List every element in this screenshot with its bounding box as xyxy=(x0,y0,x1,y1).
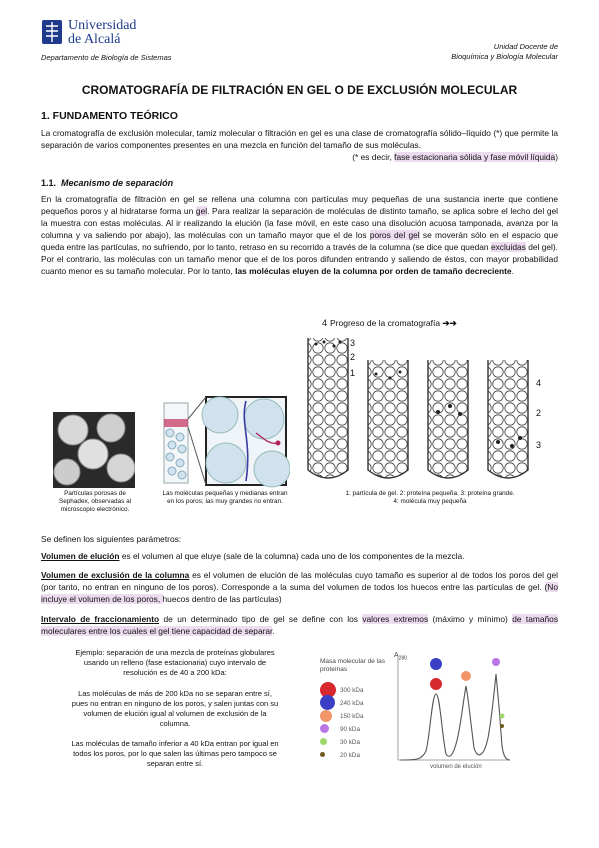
legend-dot xyxy=(320,710,332,722)
legend-item xyxy=(320,749,363,762)
chart-legend xyxy=(320,684,363,762)
section-1-text: La cromatografía de exclusión molecular, tamiz molecular o filtración en gel es una clase de cromatografía sólido–líquido (*) que permite la separación de varios componentes presentes en una mezcla en función del tamaño de sus moléculas. xyxy=(41,128,558,150)
example-small-molecules: Las moléculas de tamaño inferior a 40 kDa entran por igual en todos los poros, por lo que salen las últimas pero tampoco se separan entre sí. xyxy=(71,739,279,768)
term-exclusion-volume: Volumen de exclusión de la columna xyxy=(41,570,190,580)
term-fractionation-range: Intervalo de fraccionamiento xyxy=(41,614,160,624)
chart-x-label: volumen de elución xyxy=(430,764,482,770)
progress-text: Progreso de la cromatografía xyxy=(330,318,441,328)
def-exclusion-volume: es el volumen de elución de las moléculas cuyo tamaño es superior al de todos los poros del gel (por tanto, no entran en ninguno de los poros). Corresponde a la suma del volumen de todos los huecos entre las partículas de gel. xyxy=(41,570,558,592)
progress-arrows: ➔➔ xyxy=(442,318,457,328)
section-1-1-heading xyxy=(41,178,173,188)
exclusion-note-end: huecos dentro de las partículas) xyxy=(162,594,282,604)
progress-label xyxy=(330,318,457,329)
caption-columns-line-2: 4: molécula muy pequeña xyxy=(393,498,467,505)
param-exclusion-volume xyxy=(41,569,558,605)
example-large-molecules: Las moléculas de más de 200 kDa no se separan entre sí, pues no entran en ninguno de los poros, y salen juntas con su volumen de elución igual al volumen de exclusión de la columna. xyxy=(71,689,279,728)
section-1-1-title: Mecanismo de separación xyxy=(61,178,174,188)
text-5: . xyxy=(511,266,514,276)
text-1: En la cromatografía de filtración en gel se rellena una columna con partículas muy pequeñas de una sustancia inerte que contiene pequeños poros y al hidratarse forma un xyxy=(41,194,558,216)
legend-label: 300 kDa xyxy=(340,687,364,694)
peak-marker xyxy=(430,658,442,670)
highlight-extreme-values: valores extremos xyxy=(362,614,429,624)
y-label-sub: 280 xyxy=(398,655,408,662)
legend-item xyxy=(320,697,363,710)
peak-marker xyxy=(500,724,504,728)
label-3-left: 3 xyxy=(350,338,356,348)
section-1-1-paragraph xyxy=(41,193,558,277)
teaching-unit xyxy=(451,42,558,62)
legend-item xyxy=(320,710,363,723)
university-crest-icon xyxy=(41,18,63,46)
legend-label: 30 kDa xyxy=(340,739,360,746)
chart-legend-title: Masa molecular de las proteínas xyxy=(320,658,386,673)
label-4-top: 4 xyxy=(322,318,328,328)
caption-column: Las moléculas pequeñas y medianas entran en los poros; las muy grandes no entran. xyxy=(162,490,288,505)
section-1-heading: 1. FUNDAMENTO TEÓRICO xyxy=(41,110,178,122)
chromatogram-plot xyxy=(396,656,512,772)
chromatogram-trace xyxy=(400,674,510,760)
legend-item xyxy=(320,736,363,749)
caption-columns-line-1: 1: partícula de gel. 2: proteína pequeña. 3: proteína grande. xyxy=(345,490,515,497)
highlight-pores: poros del gel xyxy=(369,230,420,240)
peak-marker xyxy=(461,671,471,681)
text-4: del gel). Por el contrario, las moléculas con un tamaño menor que el de los poros difunden entrando y saliendo de éstos, con mayor probabilidad cuanto menor es su tamaño molecular. Por lo tanto, xyxy=(41,242,558,276)
section-1-note xyxy=(352,151,558,163)
legend-label: 90 kDa xyxy=(340,726,360,733)
legend-dot xyxy=(320,724,329,733)
def-fractionation-2: (máximo y mínimo) xyxy=(428,614,513,624)
highlight-gel: gel xyxy=(195,206,208,216)
y-label-a: A xyxy=(394,652,399,659)
section-1-1-number: 1.1. xyxy=(41,178,57,188)
legend-label: 150 kDa xyxy=(340,713,364,720)
legend-dot xyxy=(320,752,325,757)
chromatography-columns-diagram xyxy=(300,330,540,490)
caption-sephadex: Partículas porosas de Sephadex, observadas al microscopio electrónico. xyxy=(58,490,132,513)
caption-columns xyxy=(310,490,550,506)
university-logo xyxy=(41,17,181,51)
logo-line-1: Universidad xyxy=(68,18,137,33)
peak-marker xyxy=(492,658,500,666)
label-2-right: 2 xyxy=(536,408,542,418)
note-highlight: fase estacionaria sólida y fase móvil líquida xyxy=(394,152,556,162)
text-2: . Para realizar la separación de moléculas de distinto tamaño, se aplica sobre el lecho del gel la muestra con estas moléculas. Al ir realizando la elución (la fase móvil, en este caso una disolución acuosa tamponada, avanza por la columna y va saliendo por abajo), las moléculas con un tamaño mayor que el de los xyxy=(41,206,559,240)
highlight-size-range: de tamaños moleculares entre los cuales el gel tiene capacidad de separar xyxy=(41,614,559,636)
sephadex-micrograph xyxy=(53,412,135,488)
label-2-left: 2 xyxy=(350,352,356,362)
def-elution-volume: es el volumen al que eluye (sale de la columna) cada uno de los componentes de la mezcla. xyxy=(119,551,465,561)
peak-marker xyxy=(430,678,442,690)
highlight-excluded: excluidas xyxy=(490,242,526,252)
legend-dot xyxy=(320,738,327,745)
legend-item xyxy=(320,723,363,736)
label-3-right: 3 xyxy=(536,440,542,450)
label-1-left: 1 xyxy=(350,368,356,378)
highlight-exclusion-note: (No incluye el volumen de los poros, xyxy=(41,582,558,604)
bold-conclusion: las moléculas eluyen de la columna por orden de tamaño decreciente xyxy=(235,266,512,276)
logo-line-2: de Alcalá xyxy=(68,32,121,47)
note-close: ) xyxy=(555,152,558,162)
label-4-right: 4 xyxy=(536,378,542,388)
elution-chart xyxy=(312,646,512,782)
text-3: se moverán sólo en el espacio que queda entre las partículas, no sufriendo, por lo tanto, retraso en su recorrido a través de la columna (se dice que quedan xyxy=(41,230,558,252)
legend-label: 20 kDa xyxy=(340,752,360,759)
term-elution-volume: Volumen de elución xyxy=(41,551,120,561)
legend-dot xyxy=(320,695,335,710)
param-fractionation-range xyxy=(41,613,558,637)
unit-line-2: Bioquímica y Biología Molecular xyxy=(451,52,558,61)
department-name: Departamento de Biología de Sistemas xyxy=(41,53,172,62)
note-open: (* es decir, xyxy=(352,152,395,162)
peak-marker xyxy=(500,714,505,719)
param-elution-volume xyxy=(41,550,558,562)
params-intro: Se definen los siguientes parámetros: xyxy=(41,534,182,544)
def-fractionation-end: . xyxy=(272,626,275,636)
section-1-paragraph xyxy=(41,127,558,163)
def-fractionation-1: de un determinado tipo de gel se define con los xyxy=(159,614,363,624)
legend-label: 240 kDa xyxy=(340,700,364,707)
unit-line-1: Unidad Docente de xyxy=(493,42,558,51)
gel-column-zoom-figure xyxy=(160,393,290,491)
example-intro: Ejemplo: separación de una mezcla de proteínas globulares usando un relleno (fase estacionaria) cuyo intervalo de resolución es de 40 a 200 kDa: xyxy=(75,648,275,677)
document-title: CROMATOGRAFÍA DE FILTRACIÓN EN GEL O DE EXCLUSIÓN MOLECULAR xyxy=(81,83,518,97)
